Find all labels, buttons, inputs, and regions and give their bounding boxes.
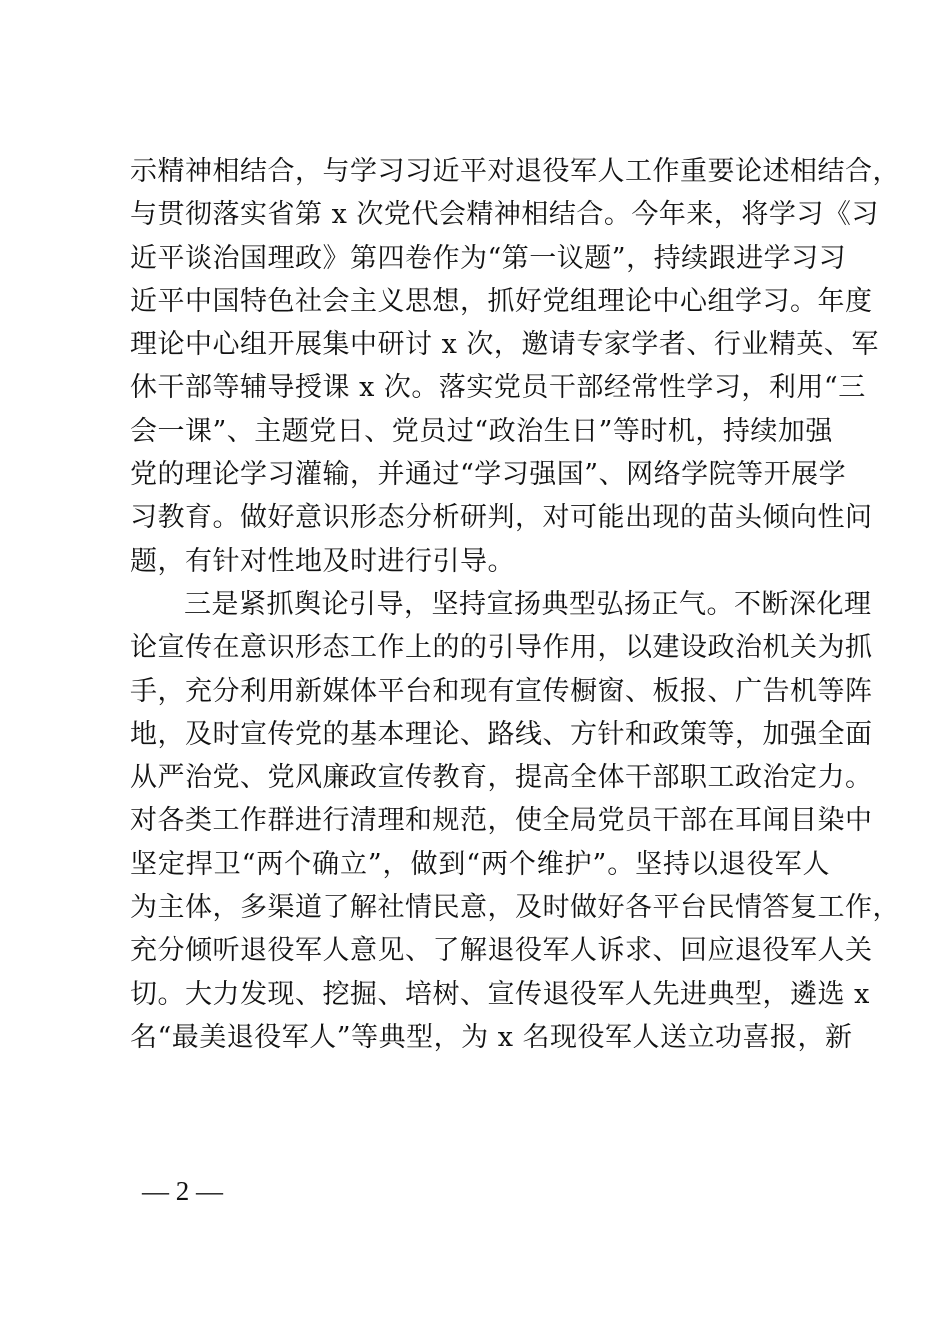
- text-line: 习教育。做好意识形态分析研判，对可能出现的苗头倾向性问: [130, 502, 873, 534]
- text-line: 为主体，多渠道了解社情民意，及时做好各平台民情答复工作，: [130, 892, 900, 924]
- text-line: 示精神相结合，与学习习近平对退役军人工作重要论述相结合，: [130, 156, 900, 187]
- paragraph-1: [130, 150, 900, 583]
- text-line: 休干部等辅导授课 x 次。落实党员干部经常性学习，利用“三: [130, 372, 866, 404]
- text-line: 充分倾听退役军人意见、了解退役军人诉求、回应退役军人关: [130, 935, 873, 967]
- text-line: 三是紧抓舆论引导，坚持宣扬典型弘扬正气。不断深化理: [184, 588, 872, 620]
- text-line: 与贯彻落实省第 x 次党代会精神相结合。今年来，将学习《习: [130, 199, 879, 231]
- text-line: 手，充分利用新媒体平台和现有宣传橱窗、板报、广告机等阵: [130, 675, 873, 707]
- body-text: [130, 150, 900, 1059]
- text-line: 坚定捍卫“两个确立”，做到“两个维护”。坚持以退役军人: [130, 848, 830, 880]
- text-line: 近平中国特色社会主义思想，抓好党组理论中心组学习。年度: [130, 285, 873, 317]
- text-line: 名“最美退役军人”等典型，为 x 名现役军人送立功喜报，新: [130, 1021, 853, 1053]
- page-number: — 2 —: [142, 1176, 223, 1206]
- text-line: 近平谈治国理政》第四卷作为“第一议题”，持续跟进学习习: [130, 242, 847, 274]
- text-line: 切。大力发现、挖掘、培树、宣传退役军人先进典型，遴选 x: [130, 978, 870, 1010]
- text-line: 论宣传在意识形态工作上的的引导作用，以建设政治机关为抓: [130, 632, 873, 664]
- text-line: 理论中心组开展集中研讨 x 次，邀请专家学者、行业精英、军: [130, 329, 879, 361]
- text-line: 会一课”、主题党日、党员过“政治生日”等时机，持续加强: [130, 415, 833, 447]
- text-line: 党的理论学习灌输，并通过“学习强国”、网络学院等开展学: [130, 459, 847, 491]
- text-line: 从严治党、党风廉政宣传教育，提高全体干部职工政治定力。: [130, 762, 873, 794]
- text-line: 题，有针对性地及时进行引导。: [130, 545, 515, 577]
- paragraph-2: [130, 583, 900, 1059]
- text-line: 对各类工作群进行清理和规范，使全局党员干部在耳闻目染中: [130, 805, 873, 837]
- text-line: 地，及时宣传党的基本理论、路线、方针和政策等，加强全面: [130, 718, 873, 750]
